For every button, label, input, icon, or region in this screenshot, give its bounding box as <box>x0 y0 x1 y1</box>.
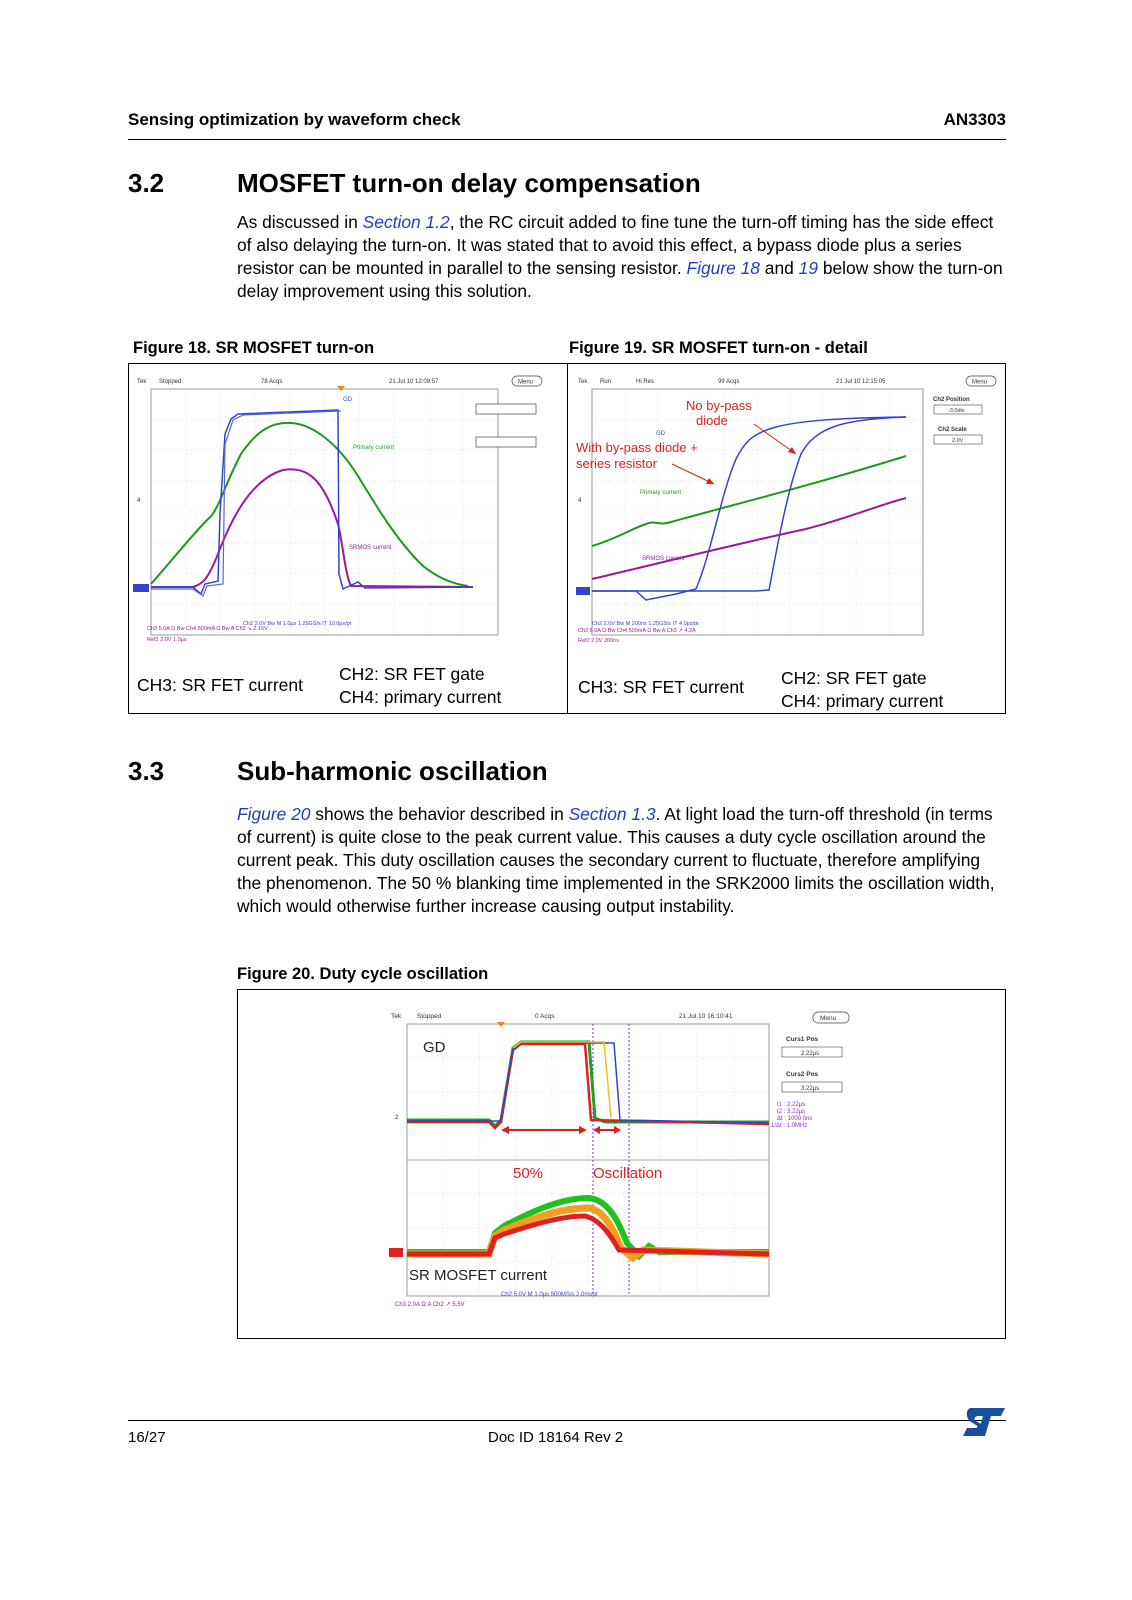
label-gd: GD <box>423 1039 446 1056</box>
svg-text:Primary current: Primary current <box>353 445 395 451</box>
menu-button: Menu <box>518 379 534 386</box>
svg-text:2.22µs: 2.22µs <box>801 1051 820 1057</box>
svg-text:diode: diode <box>696 413 728 428</box>
svg-text:Curs1 Pos: Curs1 Pos <box>786 1036 819 1043</box>
svg-text:Ch2 Position: Ch2 Position <box>933 397 970 403</box>
svg-text:Stopped: Stopped <box>417 1013 442 1020</box>
svg-text:99 Acqs: 99 Acqs <box>718 379 740 385</box>
label-oscillation: Oscillation <box>593 1165 663 1182</box>
svg-text:78 Acqs: 78 Acqs <box>261 379 283 385</box>
figure-19-scope <box>576 374 1001 659</box>
section-paragraph: As discussed in Section 1.2, the RC circuit added to fine tune the turn-off timing has the side effect of also delaying the turn-on. It was stated that to avoid this effect, a bypass diode plus a series resistor can be mounted in parallel to the sensing resistor. Figure 18 and 19 below show the turn-on delay improvement using this solution. <box>237 212 1003 301</box>
fig19-ch2-label: CH2: SR FET gate <box>781 668 927 688</box>
figure-link[interactable]: Figure 18 <box>686 258 760 278</box>
section-number: 3.3 <box>128 756 165 786</box>
figure-divider <box>567 363 568 714</box>
section-title: MOSFET turn-on delay compensation <box>237 168 701 198</box>
section-number: 3.2 <box>128 168 165 198</box>
section-link[interactable]: Section 1.3 <box>568 804 656 824</box>
svg-text:Ch3 5.0A Ω Bw Ch4 500: Ch3 5.0A Ω Bw Ch4 500mA Ω Bw A Ch3 ↗ 4.2A <box>578 628 696 634</box>
svg-text:series resistor: series resistor <box>576 456 657 471</box>
fig18-ch2-label: CH2: SR FET gate <box>339 664 485 684</box>
figure-20-caption: Figure 20. Duty cycle oscillation <box>237 965 489 983</box>
svg-text:Tek: Tek <box>578 379 588 385</box>
menu-button: Menu <box>820 1015 837 1022</box>
running-header-doc: AN3303 <box>943 110 1006 129</box>
figure-link[interactable]: 19 <box>798 258 818 278</box>
svg-text:Primary current: Primary current <box>640 490 682 496</box>
label-50pct: 50% <box>513 1165 544 1182</box>
figure-19-caption: Figure 19. SR MOSFET turn-on - detail <box>569 339 868 357</box>
svg-text:Ch3 2.0A Ω: Ch3 2.0A Ω A Ch2 ↗ 5.5V <box>395 1302 465 1308</box>
section-title: Sub-harmonic oscillation <box>237 756 548 786</box>
svg-text:Δt : 1000.0ns: Δt : 1000.0ns <box>777 1116 813 1122</box>
svg-text:SRMOS current: SRMOS current <box>349 545 392 551</box>
st-logo-icon <box>961 1406 1007 1438</box>
svg-text:-3.0div: -3.0div <box>948 408 965 414</box>
svg-text:Ref2 2.0V 200ns: Ref2 2.0V 200ns <box>578 638 619 644</box>
svg-text:Run: Run <box>600 379 612 385</box>
fig19-ch3-label: CH3: SR FET current <box>578 677 744 697</box>
svg-text:Tek: Tek <box>391 1013 402 1020</box>
figure-18-caption: Figure 18. SR MOSFET turn-on <box>133 339 375 357</box>
svg-text:21 Jul 10 12:09:57: 21 Jul 10 12:09:57 <box>389 379 439 385</box>
svg-text:4: 4 <box>578 498 582 504</box>
svg-text:3.22µs: 3.22µs <box>801 1086 820 1092</box>
header-rule <box>128 139 1006 140</box>
fig18-ch4-label: CH4: primary current <box>339 687 502 707</box>
svg-text:Ch3 5.0A Ω Bw Ch4 500: Ch3 5.0A Ω Bw Ch4 500mA Ω Bw A Ch2 ↘ 2.16V <box>147 626 268 632</box>
section-link[interactable]: Section 1.2 <box>362 212 450 232</box>
svg-text:SRMOS current: SRMOS current <box>642 556 685 562</box>
svg-text:Curs2 Pos: Curs2 Pos <box>786 1071 819 1078</box>
svg-text:GD: GD <box>656 431 665 437</box>
svg-text:21 Jul 10 12:15:05: 21 Jul 10 12:15:05 <box>836 379 886 385</box>
svg-text:Ch2 5.0V M 1.0: Ch2 5.0V M 1.0µs 500MS/s 2.0ns/pt <box>501 1292 598 1298</box>
fig19-ch4-label: CH4: primary current <box>781 691 944 711</box>
page-number: 16/27 <box>128 1429 166 1446</box>
svg-text:21 Jul 10 16:10:41: 21 Jul 10 16:10:41 <box>679 1013 733 1020</box>
svg-text:2.0V: 2.0V <box>952 438 964 444</box>
fig18-ch3-label: CH3: SR FET current <box>137 675 303 695</box>
svg-text:Ch2 2.0V Bw M 200ns 1.2: Ch2 2.0V Bw M 200ns 1.25GS/s IT 4.0ps/pt <box>592 621 699 627</box>
figure-20-scope <box>389 1008 859 1314</box>
svg-text:2: 2 <box>395 1114 399 1121</box>
label-sr-mosfet-current: SR MOSFET current <box>409 1267 548 1284</box>
annotation-with-bypass: With by-pass diode + <box>576 440 698 455</box>
running-header-section: Sensing optimization by waveform check <box>128 110 461 129</box>
svg-text:Stopped: Stopped <box>159 379 182 385</box>
svg-text:4: 4 <box>137 498 141 504</box>
scope-tek: Tek <box>137 379 147 385</box>
svg-text:t1 : 2.22µs: t1 : 2.22µs <box>777 1102 806 1108</box>
figure-link[interactable]: Figure 20 <box>237 804 311 824</box>
doc-id: Doc ID 18164 Rev 2 <box>488 1429 624 1446</box>
menu-button: Menu <box>972 379 988 386</box>
svg-text:Hi Res: Hi Res <box>636 379 655 385</box>
annotation-no-bypass: No by-pass <box>686 398 752 413</box>
figure-18-scope <box>133 374 548 659</box>
footer-rule <box>128 1420 1006 1421</box>
svg-text:GD: GD <box>343 397 352 403</box>
svg-text:t2 : 3.22µs: t2 : 3.22µs <box>777 1109 806 1115</box>
svg-text:0 Acqs: 0 Acqs <box>535 1013 555 1020</box>
section-paragraph: Figure 20 shows the behavior described in Section 1.3. At light load the turn-off threshold (in terms of current) is quite close to the peak current value. This causes a duty cycle oscillation around the current peak. This duty oscillation causes the secondary current to fluctuate, therefore amplifying the phenomenon. The 50 % blanking time implemented in the SRK2000 limits the oscillation width, which would otherwise further increase causing output instability. <box>237 804 995 916</box>
svg-text:Ch2 Scale: Ch2 Scale <box>938 427 967 433</box>
svg-text:Ch2 2.0V Bw M 1.0µs 1.2: Ch2 2.0V Bw M 1.0µs 1.25GS/s IT 10.0ps/pt <box>243 621 352 627</box>
svg-text:Ref2 2.0V 1.0µs: Ref2 2.0V 1.0µs <box>147 637 187 643</box>
svg-text:1/Δt : 1.0MHz: 1/Δt : 1.0MHz <box>771 1123 808 1129</box>
